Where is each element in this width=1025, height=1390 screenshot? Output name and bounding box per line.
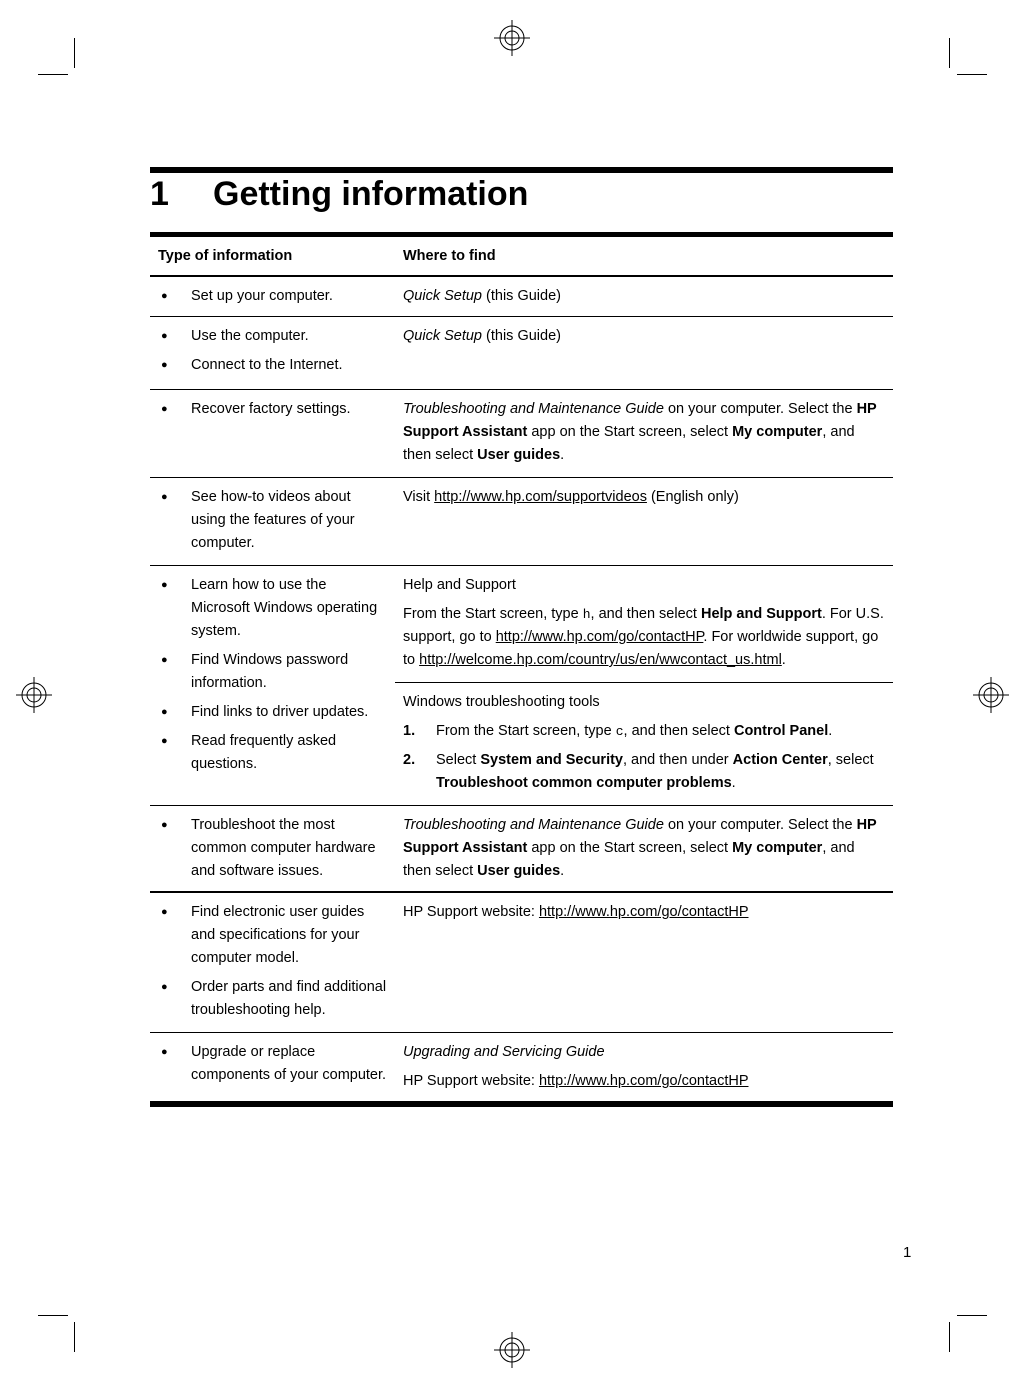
guide-title: Quick Setup (403, 328, 482, 344)
list-item: ● Set up your computer. (158, 285, 387, 308)
chapter-rule (150, 167, 893, 173)
table-row: ● Troubleshoot the most common computer hardware and software issues. Troubleshooting and Maintenance Guide on your computer. Select the HP Support Assistant app on the Start screen, select My computer, and then select User guides. (150, 806, 893, 893)
crop-mark (38, 74, 68, 75)
contacthp-link[interactable]: http://www.hp.com/go/contactHP (538, 904, 749, 920)
list-item: ● Upgrade or replace components of your computer. (158, 1041, 387, 1087)
crop-mark (38, 1315, 68, 1316)
help-and-support-heading: Help and Support (403, 577, 516, 593)
info-table (150, 232, 893, 1107)
list-item: ● Find links to driver updates. (158, 701, 387, 724)
list-item: ● Read frequently asked questions. (158, 730, 387, 776)
chapter-title-text: Getting information (213, 175, 529, 213)
list-item: ● Recover factory settings. (158, 398, 387, 421)
crop-mark (949, 1322, 950, 1352)
contacthp-link[interactable]: http://www.hp.com/go/contactHP (495, 629, 704, 645)
chapter-number: 1 (150, 175, 169, 213)
list-item: ● Find electronic user guides and specifications for your computer model. (158, 901, 387, 970)
table-row: ● Set up your computer. Quick Setup (this Guide) (150, 277, 893, 317)
list-item: ● Learn how to use the Microsoft Windows operating system. (158, 574, 387, 643)
registration-mark-icon (971, 675, 1011, 715)
list-item: ● Order parts and find additional troubleshooting help. (158, 976, 387, 1022)
table-row: ● Upgrade or replace components of your computer. Upgrading and Servicing Guide HP Support website: http://www.hp.com/go/contactHP (150, 1033, 893, 1107)
registration-mark-icon (492, 1330, 532, 1370)
contacthp-link[interactable]: http://www.hp.com/go/contactHP (538, 1073, 749, 1089)
list-item: ● See how-to videos about using the features of your computer. (158, 486, 387, 555)
list-item: 1. From the Start screen, type c, and then select Control Panel. (403, 723, 833, 739)
troubleshooting-tools-heading: Windows troubleshooting tools (403, 694, 600, 710)
guide-title: Quick Setup (403, 288, 482, 304)
list-item: ● Troubleshoot the most common computer hardware and software issues. (158, 814, 387, 883)
table-row: ● Recover factory settings. Troubleshooting and Maintenance Guide on your computer. Select the HP Support Assistant app on the Start screen, select My computer, and then select User guides. (150, 390, 893, 478)
list-item: ● Use the computer. (158, 325, 387, 348)
table-row: ● Find electronic user guides and specifications for your computer model. ● Order parts and find additional troubleshooting help. HP Support website: http://www.hp.com/go/contactHP (150, 893, 893, 1033)
registration-mark-icon (14, 675, 54, 715)
table-row: ● Use the computer. ● Connect to the Internet. Quick Setup (this Guide) (150, 317, 893, 390)
header-type-of-information: Type of information (158, 247, 293, 264)
crop-mark (949, 38, 950, 68)
table-header (150, 232, 893, 277)
crop-mark (957, 1315, 987, 1316)
crop-mark (74, 38, 75, 68)
table-row: ● See how-to videos about using the features of your computer. Visit http://www.hp.com/supportvideos (English only) (150, 478, 893, 566)
page-number: 1 (903, 1244, 912, 1261)
crop-mark (957, 74, 987, 75)
list-item: ● Find Windows password information. (158, 649, 387, 695)
list-item: ● Connect to the Internet. (158, 354, 387, 377)
header-where-to-find: Where to find (403, 247, 496, 264)
wwcontact-link[interactable]: http://welcome.hp.com/country/us/en/wwcontact_us.html (419, 652, 782, 668)
table-row: ● Learn how to use the Microsoft Windows operating system. ● Find Windows password information. ● Find links to driver updates. ● Read frequently asked questions. Help and Support From the Start screen, type h, and then select Help and Support. For U.S. support, go to http://www.hp.com/go/contactHP. For worldwide support, go to http://welcome.hp.com/country/us/en/wwcontact_us.html. Windows troubleshooting tools 1. From the Start screen, type c, and then select Control Panel. 2. Select System and Security, and then under Action Center, select Troubleshoot common computer problems. (150, 566, 893, 806)
crop-mark (74, 1322, 75, 1352)
supportvideos-link[interactable]: http://www.hp.com/supportvideos (434, 489, 647, 505)
guide-title: Upgrading and Servicing Guide (403, 1044, 605, 1060)
chapter-title (150, 174, 528, 214)
list-item: 2. Select System and Security, and then under Action Center, select Troubleshoot common computer problems. (403, 752, 874, 791)
registration-mark-icon (492, 18, 532, 58)
